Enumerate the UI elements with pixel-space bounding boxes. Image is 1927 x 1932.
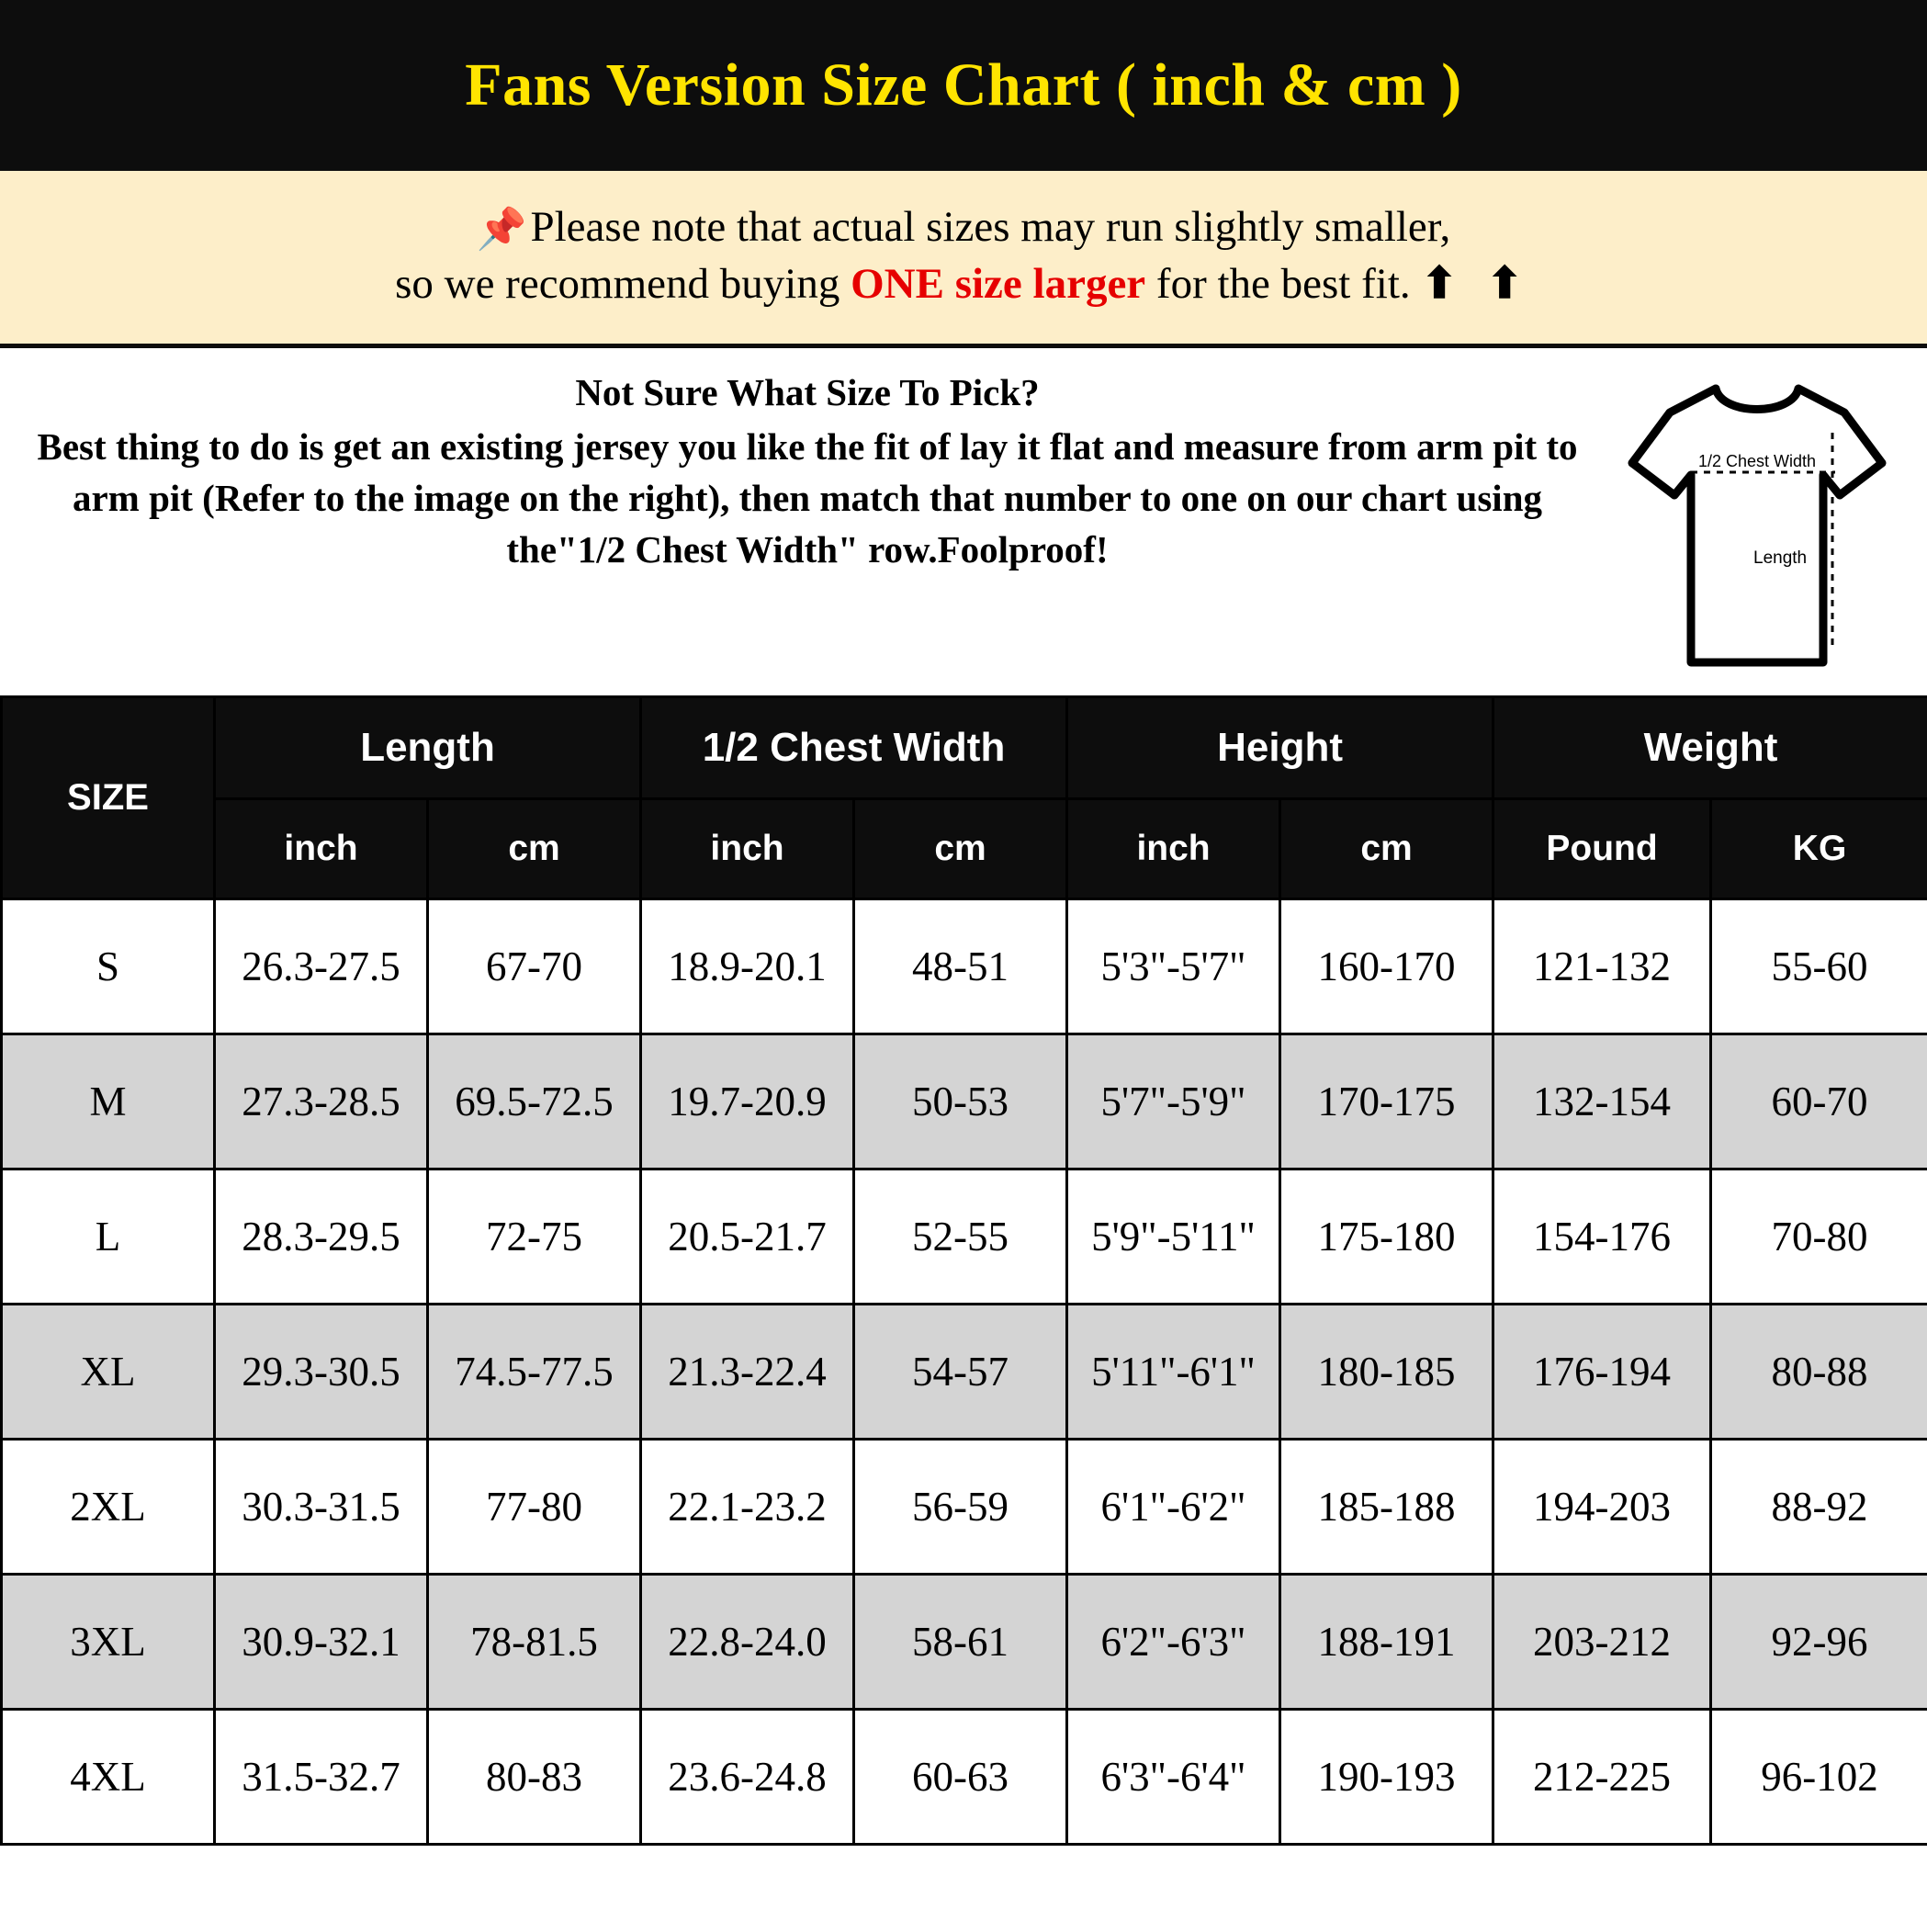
cell-weight-pound: 194-203 [1493, 1440, 1711, 1575]
note-emphasis: ONE size larger [851, 260, 1146, 309]
table-body [2, 899, 1927, 1845]
cell-weight-pound: 154-176 [1493, 1169, 1711, 1305]
table-row [2, 1169, 1927, 1305]
header-group-height: Height [1067, 697, 1493, 799]
cell-length-inch: 30.9-32.1 [215, 1575, 428, 1710]
length-label: Length [1753, 548, 1808, 569]
cell-height-cm: 180-185 [1280, 1305, 1493, 1440]
pushpin-icon: 📌 [476, 207, 527, 252]
cell-height-inch: 5'9"-5'11" [1067, 1169, 1280, 1305]
cell-weight-kg: 55-60 [1711, 899, 1927, 1034]
cell-size: 2XL [2, 1440, 215, 1575]
note-line-1-text: Please note that actual sizes may run slightly smaller, [530, 203, 1451, 251]
cell-chest-inch: 22.1-23.2 [641, 1440, 854, 1575]
header-unit-height-cm: cm [1280, 799, 1493, 899]
cell-length-cm: 78-81.5 [428, 1575, 641, 1710]
cell-chest-cm: 54-57 [854, 1305, 1067, 1440]
cell-height-inch: 5'7"-5'9" [1067, 1034, 1280, 1169]
table-row [2, 1575, 1927, 1710]
table-row [2, 1440, 1927, 1575]
cell-weight-pound: 121-132 [1493, 899, 1711, 1034]
cell-size: 4XL [2, 1710, 215, 1845]
cell-height-cm: 160-170 [1280, 899, 1493, 1034]
cell-size: S [2, 899, 215, 1034]
cell-length-inch: 30.3-31.5 [215, 1440, 428, 1575]
cell-weight-kg: 88-92 [1711, 1440, 1927, 1575]
cell-weight-kg: 80-88 [1711, 1305, 1927, 1440]
unit-header-row [2, 799, 1927, 899]
cell-weight-pound: 212-225 [1493, 1710, 1711, 1845]
cell-size: M [2, 1034, 215, 1169]
cell-chest-cm: 60-63 [854, 1710, 1067, 1845]
cell-chest-inch: 19.7-20.9 [641, 1034, 854, 1169]
group-header-row [2, 697, 1927, 799]
note-line-1 [37, 198, 1890, 255]
cell-length-inch: 31.5-32.7 [215, 1710, 428, 1845]
cell-length-cm: 67-70 [428, 899, 641, 1034]
note-line-2 [37, 255, 1890, 312]
cell-chest-cm: 56-59 [854, 1440, 1067, 1575]
cell-chest-inch: 18.9-20.1 [641, 899, 854, 1034]
cell-height-inch: 6'3"-6'4" [1067, 1710, 1280, 1845]
tshirt-diagram [1606, 370, 1909, 679]
table-row [2, 899, 1927, 1034]
chest-width-label: 1/2 Chest Width [1698, 452, 1817, 471]
cell-size: L [2, 1169, 215, 1305]
cell-size: XL [2, 1305, 215, 1440]
cell-weight-pound: 132-154 [1493, 1034, 1711, 1169]
header-unit-height-inch: inch [1067, 799, 1280, 899]
cell-height-cm: 175-180 [1280, 1169, 1493, 1305]
cell-length-cm: 74.5-77.5 [428, 1305, 641, 1440]
cell-height-inch: 5'3"-5'7" [1067, 899, 1280, 1034]
header-unit-length-inch: inch [215, 799, 428, 899]
cell-weight-kg: 70-80 [1711, 1169, 1927, 1305]
title-bar [0, 0, 1927, 171]
cell-length-cm: 72-75 [428, 1169, 641, 1305]
cell-weight-kg: 60-70 [1711, 1034, 1927, 1169]
cell-height-cm: 190-193 [1280, 1710, 1493, 1845]
table-row [2, 1305, 1927, 1440]
cell-chest-inch: 21.3-22.4 [641, 1305, 854, 1440]
advice-heading: Not Sure What Size To Pick? [575, 371, 1040, 414]
cell-chest-cm: 52-55 [854, 1169, 1067, 1305]
cell-weight-pound: 203-212 [1493, 1575, 1711, 1710]
cell-height-cm: 185-188 [1280, 1440, 1493, 1575]
cell-weight-kg: 92-96 [1711, 1575, 1927, 1710]
header-size: SIZE [2, 697, 215, 899]
cell-chest-inch: 20.5-21.7 [641, 1169, 854, 1305]
cell-weight-kg: 96-102 [1711, 1710, 1927, 1845]
cell-length-cm: 77-80 [428, 1440, 641, 1575]
cell-weight-pound: 176-194 [1493, 1305, 1711, 1440]
cell-height-cm: 188-191 [1280, 1575, 1493, 1710]
header-unit-weight-pound: Pound [1493, 799, 1711, 899]
arrow-up-icon: ⬆ ⬆ [1421, 260, 1532, 309]
cell-height-inch: 5'11"-6'1" [1067, 1305, 1280, 1440]
header-unit-length-cm: cm [428, 799, 641, 899]
cell-length-inch: 29.3-30.5 [215, 1305, 428, 1440]
note-line-2-prefix: so we recommend buying [395, 260, 851, 309]
page-title: Fans Version Size Chart ( inch & cm ) [465, 51, 1462, 119]
note-band [0, 171, 1927, 348]
cell-height-inch: 6'1"-6'2" [1067, 1440, 1280, 1575]
note-line-2-suffix: for the best fit. [1145, 260, 1411, 309]
tshirt-diagram-icon [1619, 376, 1895, 679]
cell-length-inch: 28.3-29.5 [215, 1169, 428, 1305]
size-table [0, 695, 1927, 1846]
cell-length-inch: 26.3-27.5 [215, 899, 428, 1034]
advice-block [0, 348, 1927, 695]
cell-chest-cm: 48-51 [854, 899, 1067, 1034]
header-group-chest: 1/2 Chest Width [641, 697, 1067, 799]
cell-chest-cm: 58-61 [854, 1575, 1067, 1710]
header-group-length: Length [215, 697, 641, 799]
cell-chest-cm: 50-53 [854, 1034, 1067, 1169]
header-unit-weight-kg: KG [1711, 799, 1927, 899]
table-row [2, 1710, 1927, 1845]
cell-length-cm: 80-83 [428, 1710, 641, 1845]
header-unit-chest-inch: inch [641, 799, 854, 899]
cell-length-cm: 69.5-72.5 [428, 1034, 641, 1169]
cell-chest-inch: 22.8-24.0 [641, 1575, 854, 1710]
header-group-weight: Weight [1493, 697, 1927, 799]
cell-size: 3XL [2, 1575, 215, 1710]
cell-height-cm: 170-175 [1280, 1034, 1493, 1169]
table-row [2, 1034, 1927, 1169]
cell-height-inch: 6'2"-6'3" [1067, 1575, 1280, 1710]
cell-chest-inch: 23.6-24.8 [641, 1710, 854, 1845]
header-unit-chest-cm: cm [854, 799, 1067, 899]
advice-text [18, 370, 1606, 575]
table-head [2, 697, 1927, 899]
cell-length-inch: 27.3-28.5 [215, 1034, 428, 1169]
advice-body: Best thing to do is get an existing jersey you like the fit of lay it flat and measure from arm pit to arm pit (Refer to the image on the right), then match that number to one on our chart using the"1/2 Chest Width" row.Foolproof! [37, 425, 1578, 571]
